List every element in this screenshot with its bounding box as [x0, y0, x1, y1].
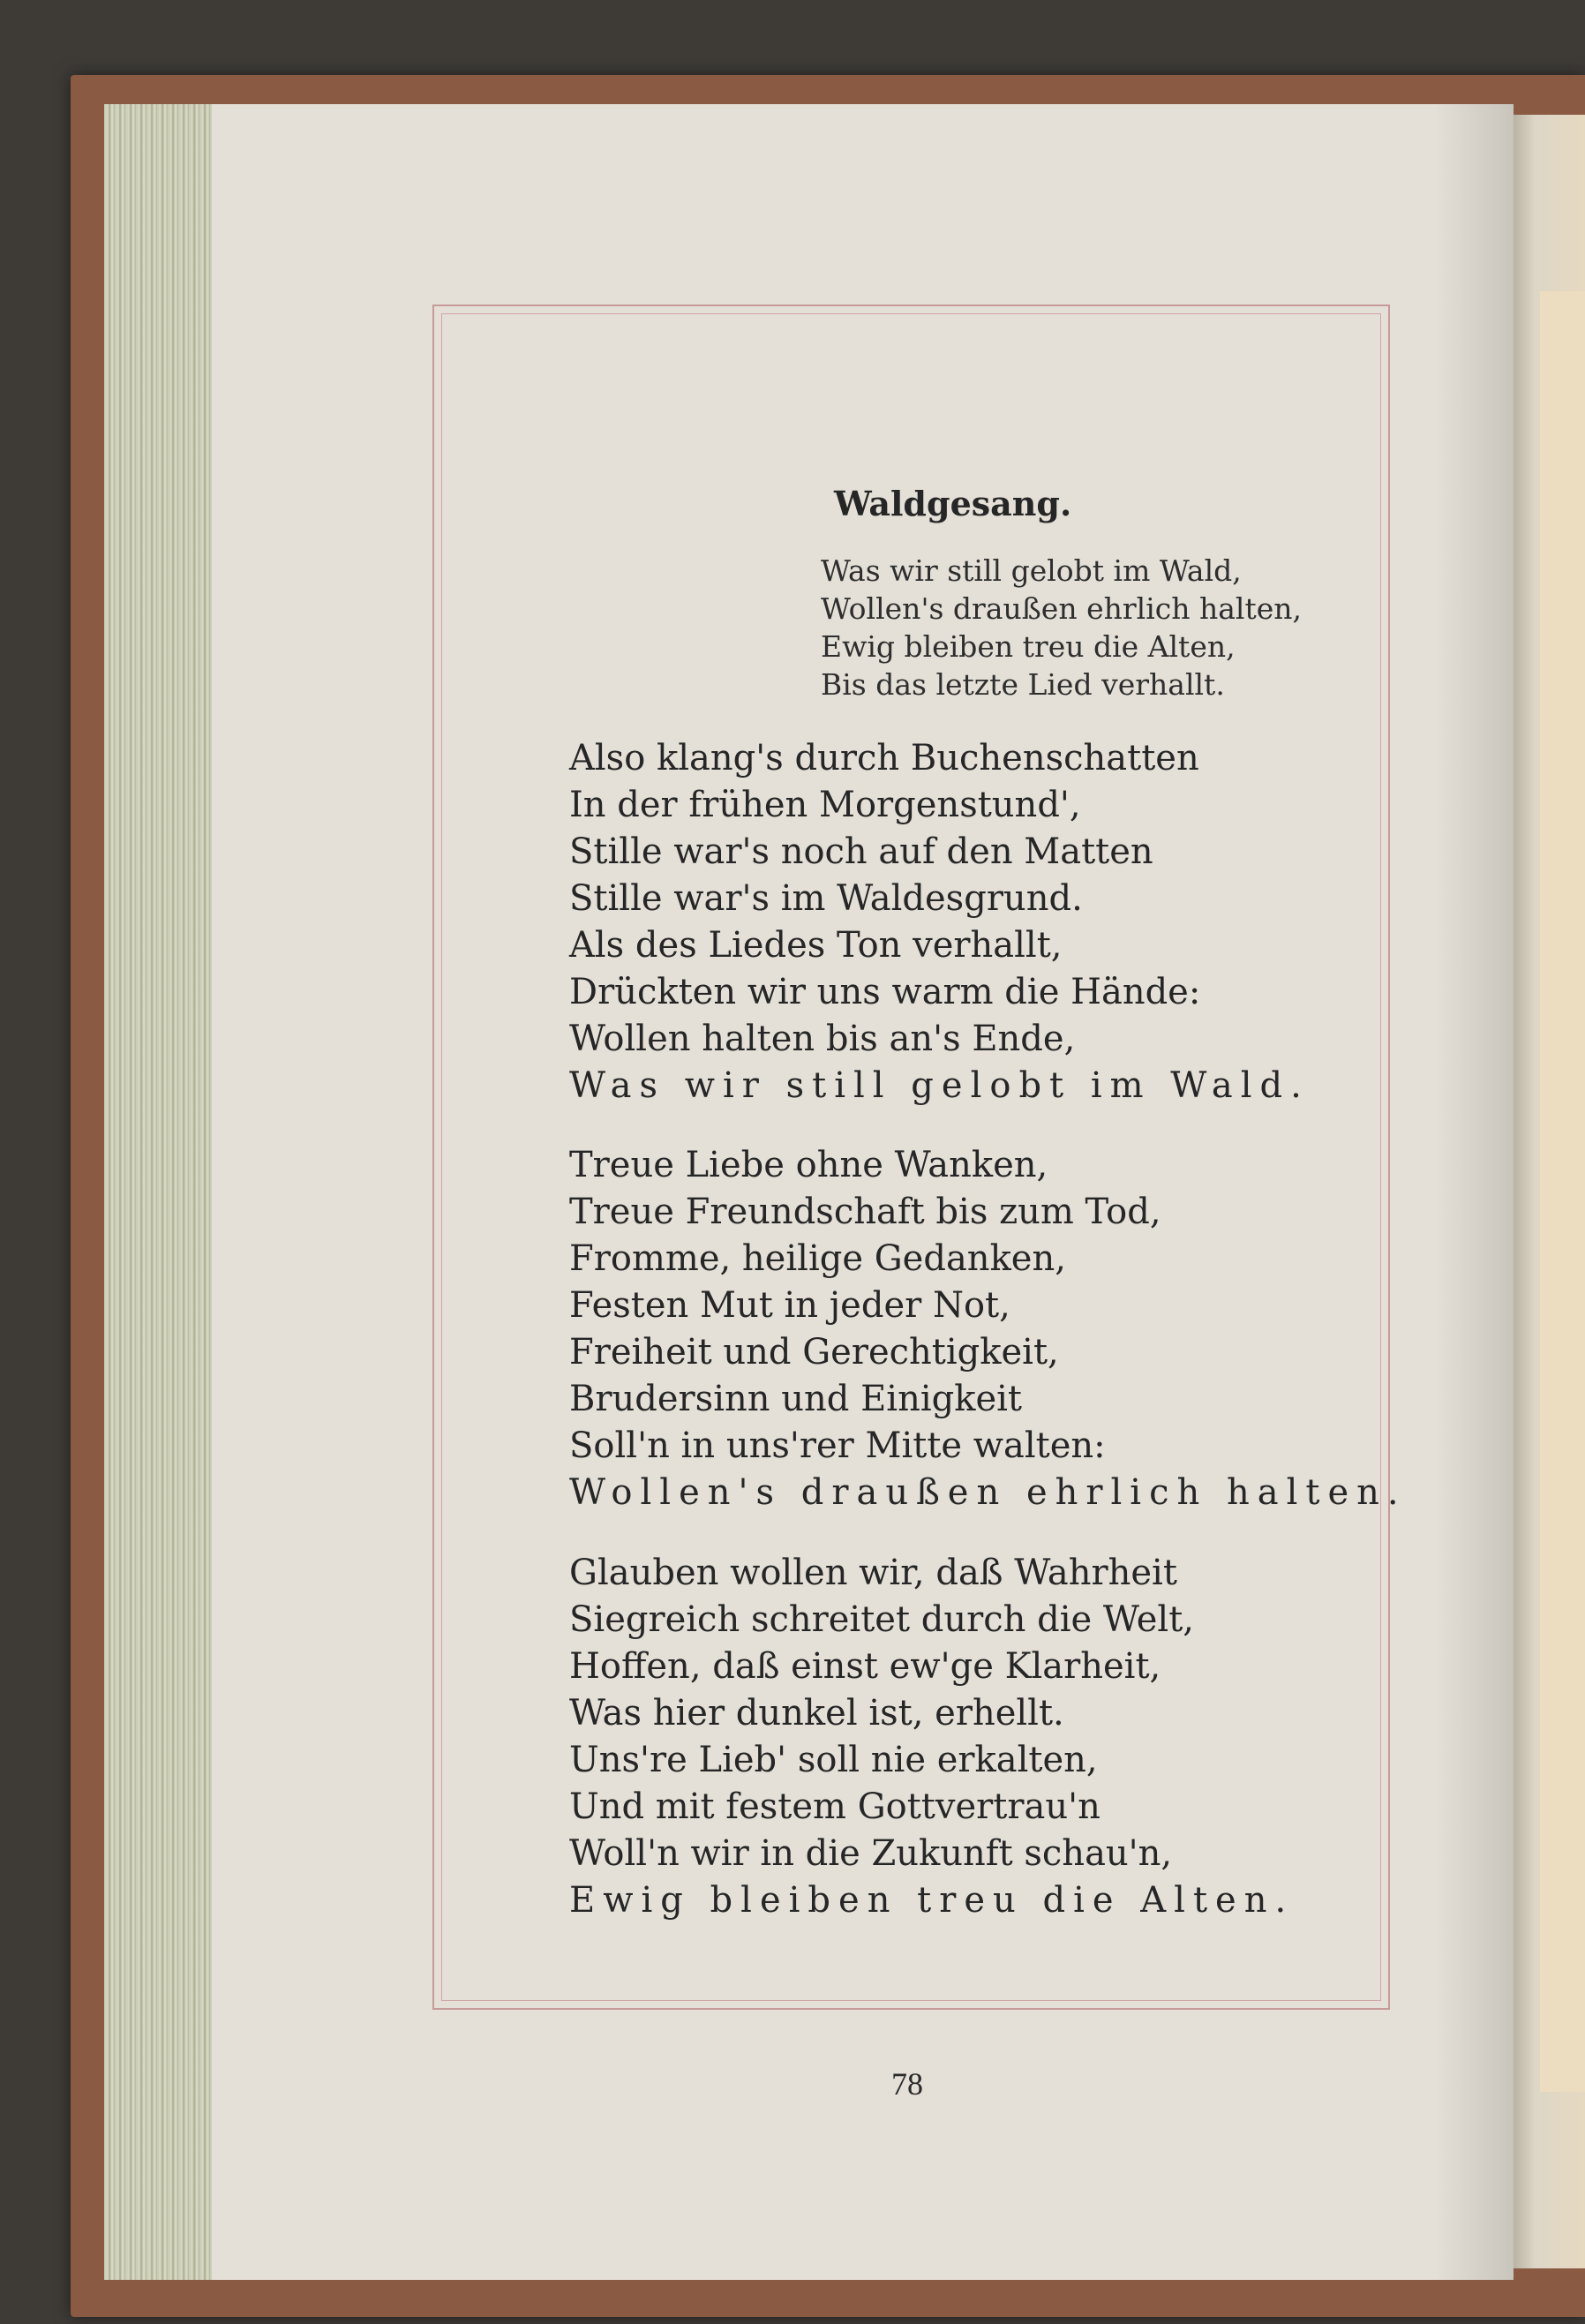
refrain-line: Ewig bleiben treu die Alten.	[569, 1880, 1295, 1921]
verse-line: Siegreich schreitet durch die Welt,	[569, 1599, 1195, 1640]
verse-line: Also klang's durch Buchenschatten	[569, 738, 1199, 778]
verse-line: Glauben wollen wir, daß Wahrheit	[569, 1553, 1177, 1593]
gutter-shadow	[1434, 104, 1514, 2280]
verse-line: Was hier dunkel ist, erhellt.	[569, 1693, 1064, 1734]
verse-line: Woll'n wir in die Zukunft schau'n,	[569, 1833, 1173, 1874]
motto-line: Bis das letzte Lied verhallt.	[821, 667, 1225, 702]
stanza-1	[569, 735, 1310, 1109]
verse-line: Stille war's im Waldesgrund.	[569, 878, 1083, 919]
verse-line: Festen Mut in jeder Not,	[569, 1285, 1010, 1326]
verse-line: Stille war's noch auf den Matten	[569, 831, 1153, 872]
page-edges	[104, 104, 228, 2280]
verse-line: Drückten wir uns warm die Hände:	[569, 972, 1201, 1012]
verse-line: Hoffen, daß einst ew'ge Klarheit,	[569, 1646, 1161, 1687]
verse-line: Freiheit und Gerechtigkeit,	[569, 1332, 1059, 1373]
verse-line: Als des Liedes Ton verhallt,	[569, 925, 1063, 966]
verse-line: Fromme, heilige Gedanken,	[569, 1238, 1066, 1279]
stanza-3	[569, 1550, 1294, 1924]
motto-line: Was wir still gelobt im Wald,	[821, 553, 1242, 588]
motto-line: Ewig bleiben treu die Alten,	[821, 629, 1236, 664]
verse-line: Treue Freundschaft bis zum Tod,	[569, 1192, 1161, 1232]
verse-line: Soll'n in uns'rer Mitte walten:	[569, 1425, 1106, 1466]
verse-line: Uns're Lieb' soll nie erkalten,	[569, 1740, 1098, 1780]
facing-page-tint	[1540, 291, 1585, 2092]
verse-line: Brudersinn und Einigkeit	[569, 1379, 1023, 1419]
stanza-2	[569, 1142, 1407, 1516]
motto-line: Wollen's draußen ehrlich halten,	[821, 591, 1302, 626]
poem-motto	[821, 552, 1302, 703]
verse-line: Und mit festem Gottvertrau'n	[569, 1786, 1100, 1827]
refrain-line: Wollen's draußen ehrlich halten.	[569, 1472, 1407, 1513]
refrain-line: Was wir still gelobt im Wald.	[569, 1065, 1310, 1106]
page-number: 78	[891, 2066, 923, 2102]
poem-title: Waldgesang.	[834, 484, 1072, 523]
verse-line: Wollen halten bis an's Ende,	[569, 1019, 1076, 1059]
verse-line: Treue Liebe ohne Wanken,	[569, 1145, 1048, 1185]
facing-page	[1514, 115, 1585, 2268]
verse-line: In der frühen Morgenstund',	[569, 785, 1081, 825]
